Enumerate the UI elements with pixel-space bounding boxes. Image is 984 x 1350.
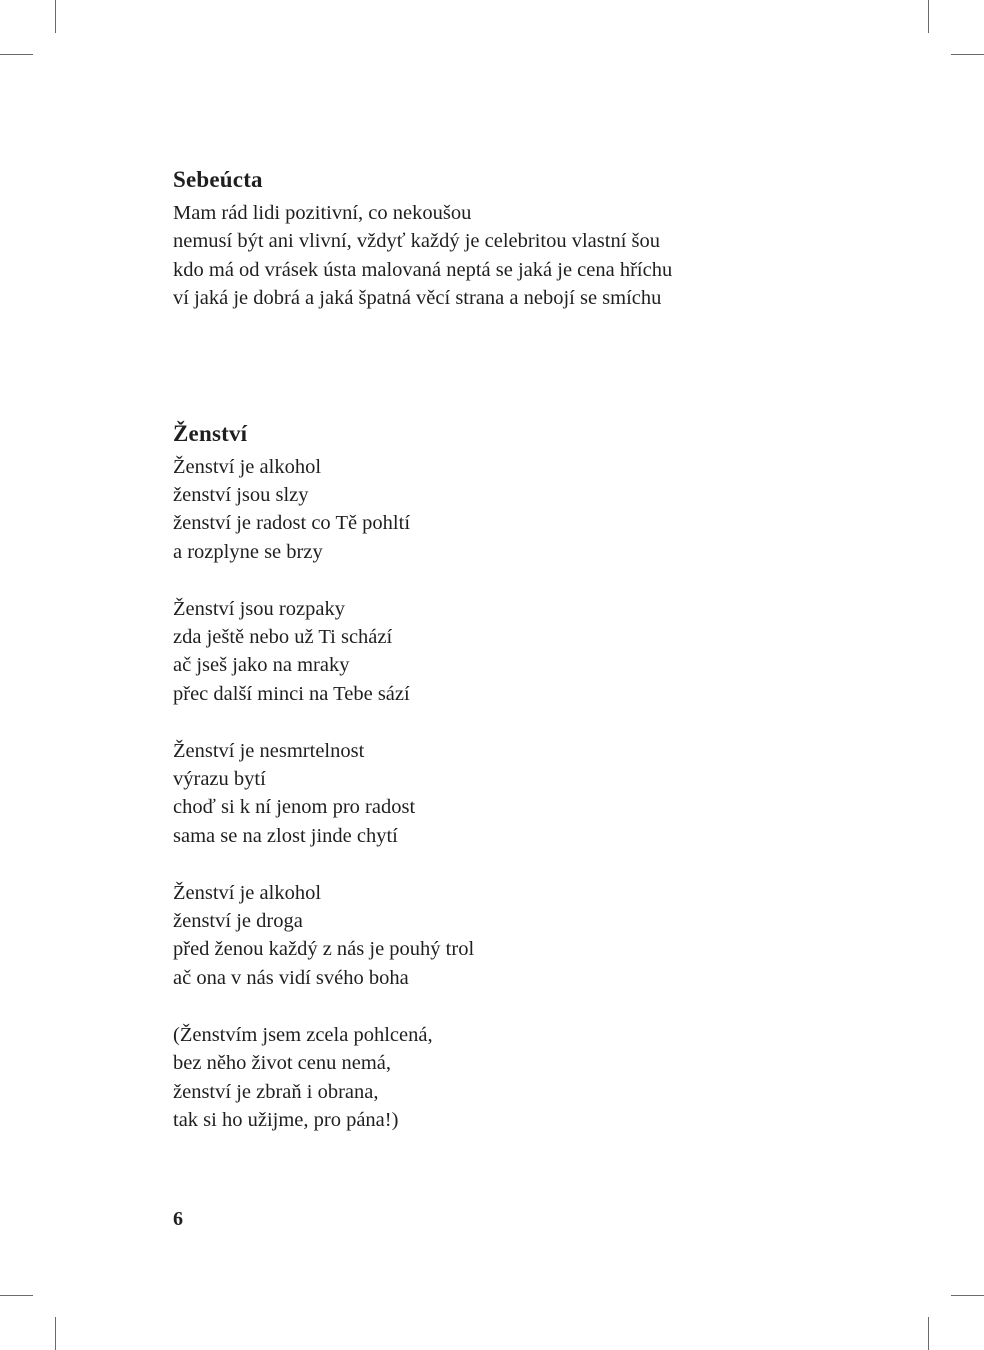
stanza-gap: [173, 992, 873, 1020]
stanza-gap: [173, 850, 873, 878]
poem-line: zda ještě nebo už Ti schází: [173, 626, 393, 649]
poem-line: Ženství je alkohol: [173, 455, 322, 478]
stanza: [173, 1021, 873, 1135]
page-number: 6: [173, 1208, 183, 1230]
poem-zenstvi: [173, 417, 873, 1135]
poem-line: sama se na zlost jinde chytí: [173, 824, 398, 847]
crop-mark-top-right-vertical: [928, 0, 929, 33]
stanza: [173, 737, 873, 851]
poem-line: ví jaká je dobrá a jaká špatná věcí strana a nebojí se smíchu: [173, 287, 662, 310]
poem-line: ač jseš jako na mraky: [173, 654, 350, 677]
poem-line: ženství je radost co Tě pohltí: [173, 512, 411, 535]
crop-mark-top-left-vertical: [55, 0, 56, 33]
poem-line: a rozplyne se brzy: [173, 540, 323, 563]
crop-mark-top-left-horizontal: [0, 54, 33, 55]
stanza-gap: [173, 708, 873, 736]
poem-line: bez něho život cenu nemá,: [173, 1052, 392, 1075]
poem-title: Sebeúcta: [173, 167, 263, 192]
poem-line: nemusí být ani vlivní, vždyť každý je celebritou vlastní šou: [173, 230, 660, 253]
poem-line: ženství je droga: [173, 910, 303, 933]
poem-line: kdo má od vrásek ústa malovaná neptá se jaká je cena hříchu: [173, 258, 673, 281]
poem-line: tak si ho užijme, pro pána!): [173, 1108, 399, 1131]
crop-mark-bottom-left-vertical: [55, 1317, 56, 1350]
stanza: [173, 595, 873, 709]
stanza: [173, 879, 873, 993]
poem-title: Ženství: [173, 420, 248, 446]
poem-line: před ženou každý z nás je pouhý trol: [173, 938, 475, 961]
poem-line: přec další minci na Tebe sází: [173, 682, 410, 705]
stanza-gap: [173, 566, 873, 594]
crop-mark-top-right-horizontal: [951, 54, 984, 55]
poem-line: Ženství je nesmrtelnost: [173, 739, 365, 762]
poem-line: ženství jsou slzy: [173, 484, 309, 507]
poem-line: (Ženstvím jsem zcela pohlcená,: [173, 1023, 433, 1046]
poem-line: výrazu bytí: [173, 768, 266, 791]
crop-mark-bottom-right-horizontal: [951, 1295, 984, 1296]
crop-mark-bottom-right-vertical: [928, 1317, 929, 1350]
stanza: [173, 199, 873, 313]
poem-line: Mam rád lidi pozitivní, co nekoušou: [173, 202, 472, 224]
poem-line: ženství je zbraň i obrana,: [173, 1080, 379, 1103]
poem-sebeucta: [173, 163, 873, 313]
crop-mark-bottom-left-horizontal: [0, 1295, 33, 1296]
page-content: [173, 163, 873, 1134]
stanza: [173, 453, 873, 567]
poem-line: Ženství jsou rozpaky: [173, 597, 345, 620]
poem-line: ač ona v nás vidí svého boha: [173, 966, 409, 989]
poem-line: choď si k ní jenom pro radost: [173, 796, 416, 819]
poem-line: Ženství je alkohol: [173, 881, 322, 904]
